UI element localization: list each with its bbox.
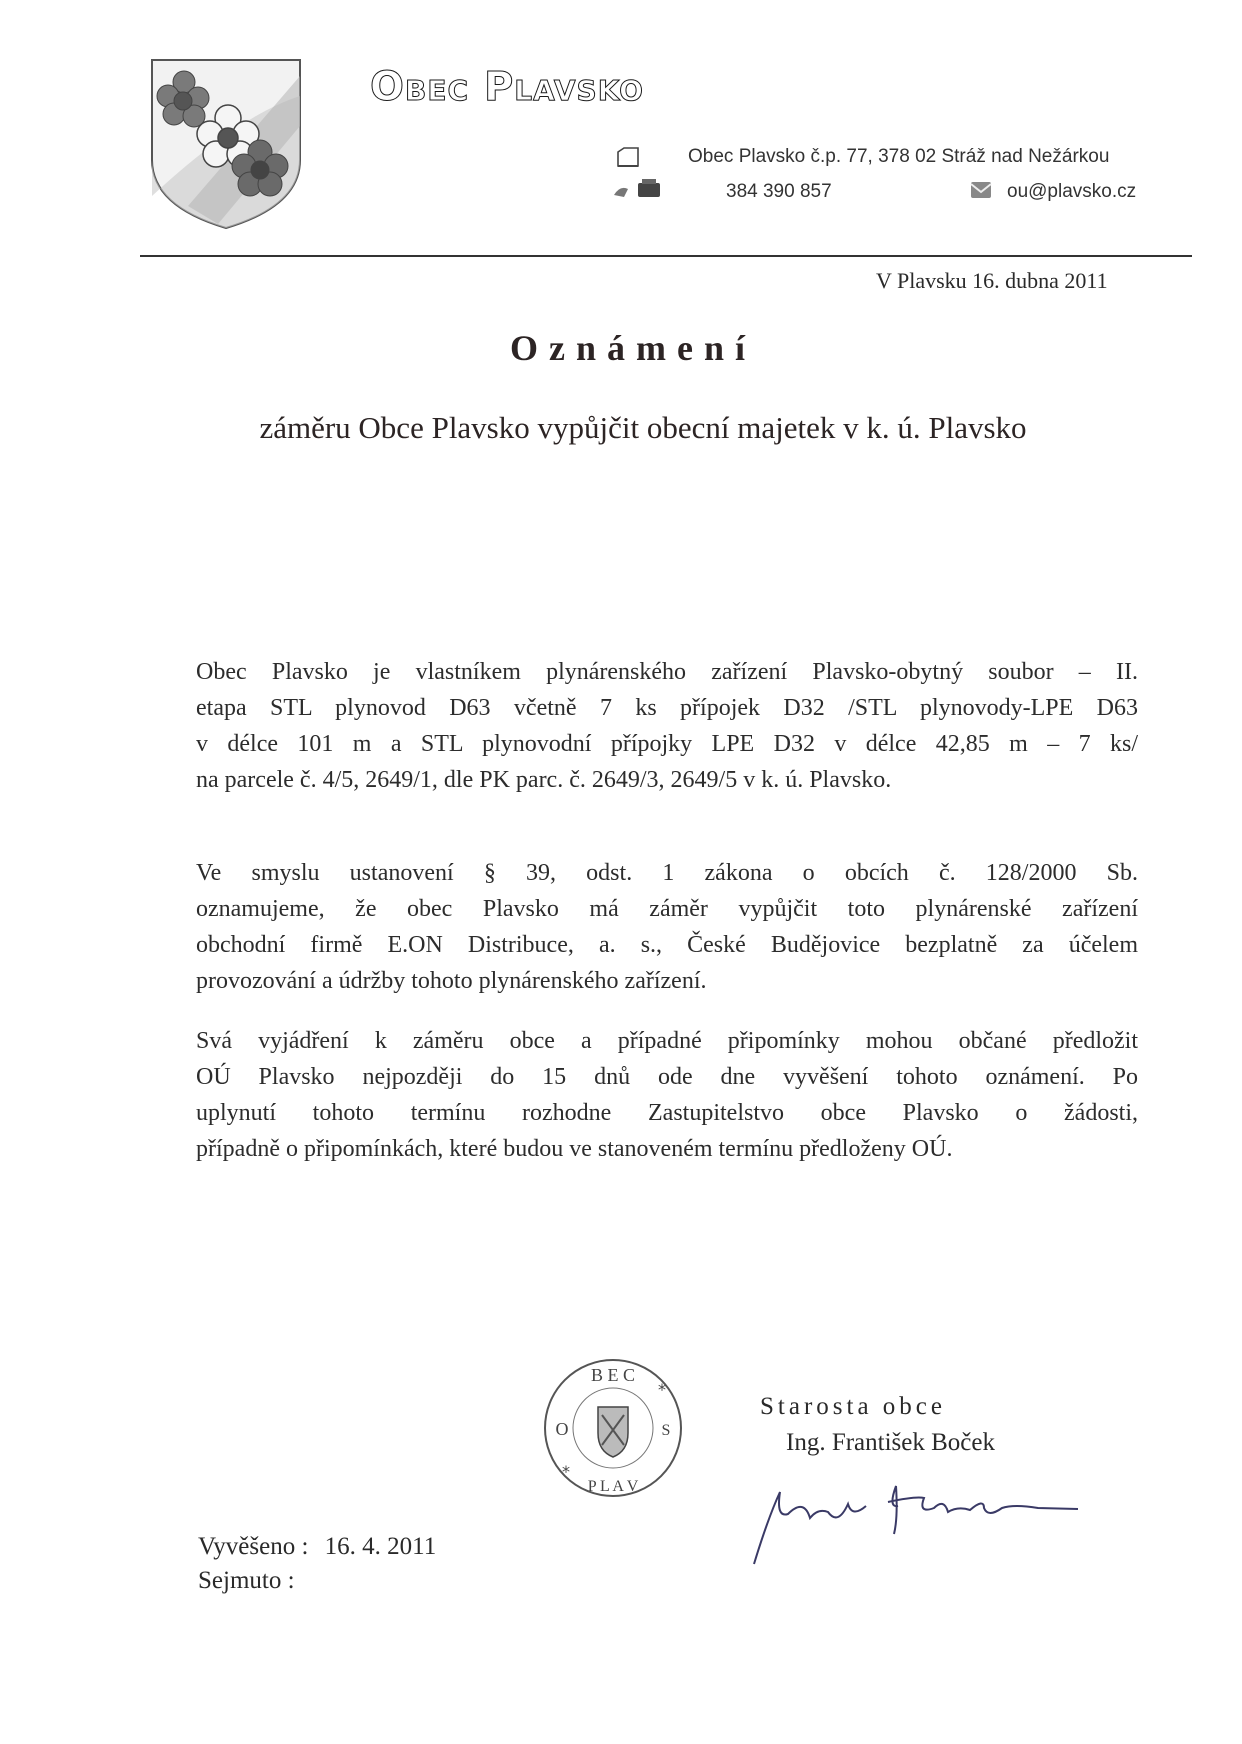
document-date: V Plavsku 16. dubna 2011 (876, 268, 1108, 293)
signature-role: Starosta obce (760, 1393, 946, 1420)
paragraph-line: v délce 101 m a STL plynovodní přípojky LPE D32 v délce 42,85 m – 7 ks/ (196, 731, 1138, 757)
paragraph-line: Obec Plavsko je vlastníkem plynárenského zařízení Plavsko-obytný soubor – II. (196, 659, 1138, 685)
email-address: ou@plavsko.cz (1007, 181, 1137, 202)
municipality-name: Obec Plavsko (370, 64, 644, 110)
svg-text:O: O (555, 1419, 569, 1439)
posted-row (198, 1530, 436, 1564)
phone-number: 384 390 857 (726, 181, 832, 202)
paragraph-line: na parcele č. 4/5, 2649/1, dle PK parc. č. 2649/3, 2649/5 v k. ú. Plavsko. (196, 767, 892, 793)
paragraph-line: oznamujeme, že obec Plavsko má záměr vypůjčit toto plynárenské zařízení (196, 896, 1138, 922)
posted-date: 16. 4. 2011 (324, 1533, 437, 1560)
paragraph-intent (196, 855, 1138, 999)
posted-label: Vyvěšeno : (198, 1533, 309, 1560)
paragraph-line: provozování a údržby tohoto plynárenského zařízení. (196, 968, 707, 994)
removed-row (198, 1564, 436, 1598)
paragraph-line: obchodní firmě E.ON Distribuce, a. s., České Budějovice bezplatně za účelem (196, 932, 1138, 958)
mail-icon (968, 178, 994, 202)
signature-name: Ing. František Boček (786, 1429, 995, 1456)
crest-emblem (148, 56, 304, 232)
envelope-icon (616, 147, 640, 167)
paragraph-line: etapa STL plynovod D63 včetně 7 ks přípojek D32 /STL plynovody-LPE D63 (196, 695, 1138, 721)
paragraph-comments (196, 1023, 1138, 1167)
removed-label: Sejmuto : (198, 1567, 295, 1594)
official-stamp (540, 1355, 686, 1501)
svg-text:P L A V: P L A V (587, 1478, 639, 1495)
svg-text:B E C: B E C (590, 1365, 636, 1385)
svg-text:S: S (661, 1422, 671, 1439)
paragraph-line: případně o připomínkách, které budou ve stanoveném termínu předloženy OÚ. (196, 1136, 953, 1162)
svg-text:*: * (658, 1380, 666, 1399)
paragraph-line: OÚ Plavsko nejpozději do 15 dnů ode dne vyvěšení tohoto oznámení. Po (196, 1064, 1138, 1090)
paragraph-line: Svá vyjádření k záměru obce a případné připomínky mohou občané předložit (196, 1028, 1138, 1054)
posting-info (198, 1530, 436, 1598)
paragraph-line: Ve smyslu ustanovení § 39, odst. 1 zákona o obcích č. 128/2000 Sb. (196, 860, 1138, 886)
header-divider (140, 255, 1192, 257)
document-title: Oznámení (510, 328, 756, 368)
paragraph-ownership (196, 654, 1138, 798)
handwritten-signature (748, 1478, 1088, 1568)
address-text: Obec Plavsko č.p. 77, 378 02 Stráž nad Nežárkou (688, 146, 1110, 167)
paragraph-line: uplynutí tohoto termínu rozhodne Zastupitelstvo obce Plavsko o žádosti, (196, 1100, 1138, 1126)
svg-text:*: * (562, 1462, 570, 1481)
document-subtitle: záměru Obce Plavsko vypůjčit obecní majetek v k. ú. Plavsko (259, 410, 1027, 445)
phone-icon (612, 177, 664, 201)
